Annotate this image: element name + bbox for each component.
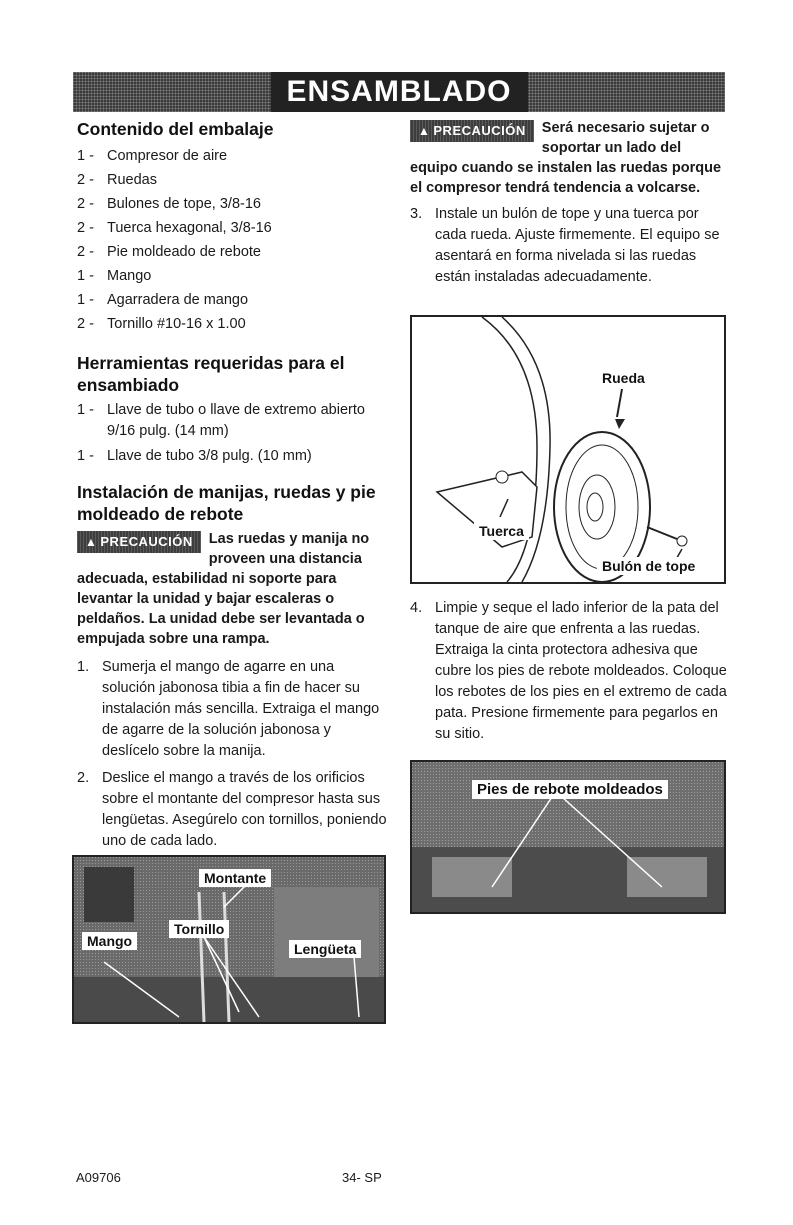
list-item: 1 - Llave de tubo o llave de extremo abierto 9/16 pulg. (14 mm) [77, 402, 365, 439]
caution-box [77, 529, 389, 649]
caution-text: Las ruedas y manija no proveen una distancia adecuada, estabilidad ni soporte para levantar la unidad y bajar escaleras o peldaños. La unidad debe ser levantada o empujada sobre una rampa. [77, 531, 370, 647]
page-number: 34- SP [342, 1170, 382, 1185]
label-pies: Pies de rebote moldeados [472, 780, 668, 799]
list-item: 2 - Tornillo #10-16 x 1.00 [77, 315, 246, 332]
section-title: ENSAMBLADO [271, 72, 528, 112]
tools-list [77, 400, 389, 467]
right-column [410, 118, 728, 294]
wheel-diagram [412, 317, 724, 582]
steps-list [77, 657, 389, 852]
figure-wheel [410, 315, 726, 584]
steps-list [410, 598, 728, 745]
tools-heading: Herramientas requeridas para el ensambiado [77, 353, 345, 395]
caution-box [410, 118, 728, 198]
label-tuerca: Tuerca [474, 522, 529, 540]
section-banner [73, 72, 725, 112]
step-item: 2. Deslice el mango a través de los orificios sobre el montante del compresor hasta sus lengüetas. Asegúrelo con tornillos, poniendo uno de cada lado. [77, 770, 387, 849]
steps-list [410, 204, 728, 288]
caution-text: Será necesario sujetar o soportar un lado del equipo cuando se instalen las ruedas porque el compresor tendrá tendencia a volcarse. [410, 120, 722, 196]
step-item: 1. Sumerja el mango de agarre en una solución jabonosa tibia a fin de hacer su instalación más sencilla. Extraiga el mango de agarre de la solución jabonosa y deslícelo sobre la manija. [77, 659, 380, 759]
list-item: 1 - Compresor de aire [77, 147, 228, 164]
warning-icon: ▲ [85, 535, 98, 549]
figure-handle [72, 855, 386, 1024]
label-lengueta: Lengüeta [289, 940, 361, 958]
document-code: A09706 [76, 1170, 121, 1185]
label-bulon: Bulón de tope [597, 557, 700, 575]
install-heading: Instalación de manijas, ruedas y pie moldeado de rebote [77, 482, 376, 524]
contents-list [77, 144, 389, 336]
list-item: 2 - Pie moldeado de rebote [77, 243, 261, 260]
caution-badge: ▲ PRECAUCIÓN [77, 531, 201, 553]
right-column-lower [410, 598, 728, 751]
label-mango: Mango [82, 932, 137, 950]
figure-feet [410, 760, 726, 914]
list-item: 2 - Bulones de tope, 3/8-16 [77, 195, 261, 212]
list-item: 2 - Tuerca hexagonal, 3/8-16 [77, 219, 272, 236]
contents-heading: Contenido del embalaje [77, 119, 274, 139]
label-montante: Montante [199, 869, 271, 887]
label-rueda: Rueda [597, 369, 650, 387]
list-item: 1 - Mango [77, 267, 152, 284]
step-item: 3. Instale un bulón de tope y una tuerca por cada rueda. Ajuste firmemente. El equipo se asentará en forma nivelada si las ruedas están instaladas adecuadamente. [410, 206, 720, 285]
caution-badge: ▲ PRECAUCIÓN [410, 120, 534, 142]
list-item: 1 - Agarradera de mango [77, 291, 249, 308]
list-item: 2 - Ruedas [77, 171, 157, 188]
left-column [77, 118, 389, 858]
step-item: 4. Limpie y seque el lado inferior de la pata del tanque de aire que enfrenta a las ruedas. Extraiga la cinta protectora adhesiva que cubre los pies de rebote moldeados. Coloque los rebotes de los pies en el extremo de cada pata. Presione firmemente para pegarlos en su sitio. [410, 600, 727, 742]
label-tornillo: Tornillo [169, 920, 229, 938]
warning-icon: ▲ [418, 124, 431, 138]
list-item: 1 - Llave de tubo 3/8 pulg. (10 mm) [77, 448, 312, 464]
